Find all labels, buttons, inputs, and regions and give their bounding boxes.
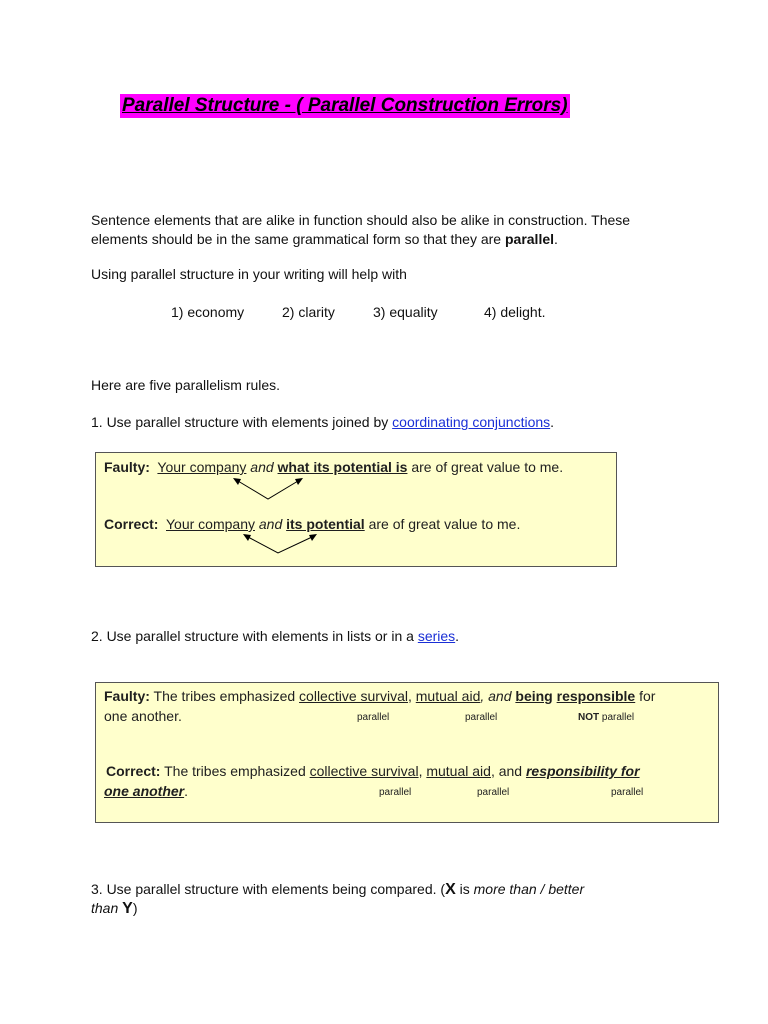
rule-2: 2. Use parallel structure with elements in lists or in a series. bbox=[91, 628, 460, 644]
page-title: Parallel Structure - ( Parallel Construction Errors) bbox=[122, 95, 568, 116]
rule-3-line-2: than Y) bbox=[91, 900, 138, 917]
parallel-tag: parallel bbox=[465, 712, 498, 723]
box2-faulty-line-1: Faulty: The tribes emphasized collective survival, mutual aid, and being responsible for bbox=[104, 688, 656, 704]
rule-3 bbox=[91, 880, 584, 918]
correct-part-a: Your company bbox=[166, 516, 255, 532]
box2-correct-line-1: Correct: The tribes emphasized collective survival, mutual aid, and responsibility for bbox=[106, 763, 640, 779]
rule-1: 1. Use parallel structure with elements joined by coordinating conjunctions. bbox=[91, 414, 555, 430]
faulty-part-b: what its potential is bbox=[277, 459, 408, 475]
benefit-item: 4) delight. bbox=[484, 304, 546, 320]
faulty-arrows-icon bbox=[226, 477, 316, 503]
box2-faulty-line-2: one another. bbox=[104, 708, 182, 724]
correct-label: Correct: bbox=[106, 763, 161, 779]
parallel-tag: parallel bbox=[357, 712, 390, 723]
box2-correct-line-2: one another. bbox=[104, 783, 189, 799]
box1-correct-line: Correct: Your company and its potential are of great value to me. bbox=[104, 516, 521, 532]
intro-line-1: Sentence elements that are alike in function should also be alike in construction. These bbox=[91, 212, 631, 228]
not-parallel-tag: NOT parallel bbox=[578, 712, 635, 723]
parallel-tag: parallel bbox=[477, 787, 510, 798]
parallel-tag: parallel bbox=[379, 787, 412, 798]
intro-line-2: elements should be in the same grammatical form so that they are parallel. bbox=[91, 231, 558, 247]
coordinating-conjunctions-link[interactable]: coordinating conjunctions bbox=[392, 414, 551, 430]
series-link[interactable]: series bbox=[417, 628, 456, 644]
box1-faulty-line: Faulty: Your company and what its potential is are of great value to me. bbox=[104, 459, 564, 475]
rules-intro: Here are five parallelism rules. bbox=[91, 377, 281, 393]
help-text: Using parallel structure in your writing will help with bbox=[91, 266, 407, 282]
benefit-item: 1) economy bbox=[171, 304, 245, 320]
intro-bold-parallel: parallel bbox=[504, 231, 555, 247]
example-box-1 bbox=[95, 452, 617, 567]
benefit-item: 3) equality bbox=[373, 304, 438, 320]
parallel-tag: parallel bbox=[611, 787, 644, 798]
faulty-label: Faulty: bbox=[104, 459, 150, 475]
correct-arrows-icon bbox=[236, 533, 326, 559]
example-box-2 bbox=[95, 682, 719, 823]
correct-part-b: its potential bbox=[286, 516, 365, 532]
faulty-label: Faulty: bbox=[104, 688, 150, 704]
faulty-part-a: Your company bbox=[157, 459, 247, 475]
intro-paragraph bbox=[91, 211, 630, 249]
rule-3-line-1: 3. Use parallel structure with elements being compared. (X is more than / better bbox=[91, 881, 585, 898]
correct-label: Correct: bbox=[104, 516, 159, 532]
benefit-item: 2) clarity bbox=[282, 304, 335, 320]
